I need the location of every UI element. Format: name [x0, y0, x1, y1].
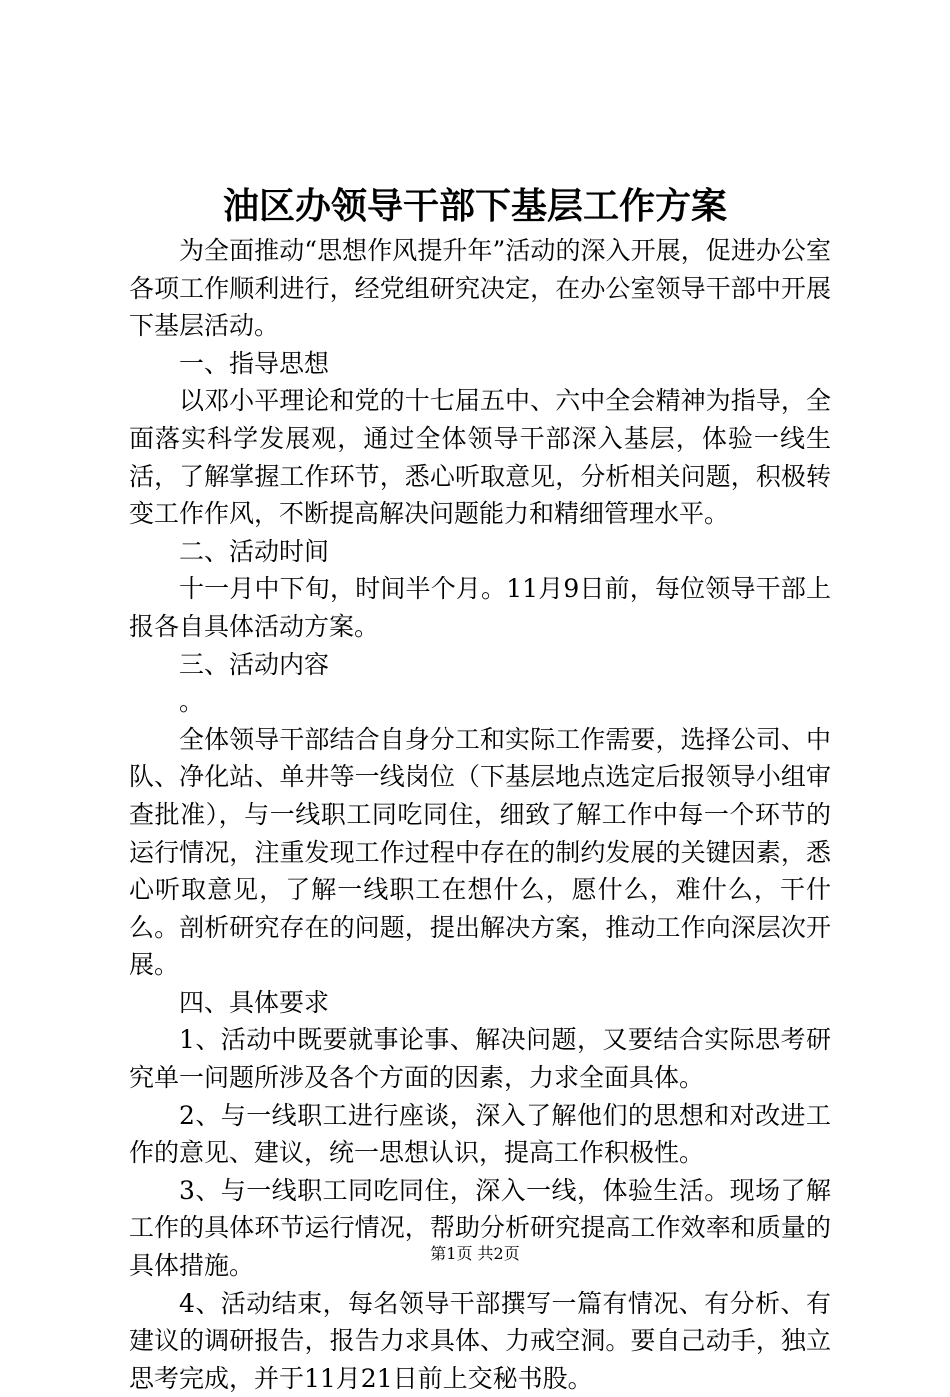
document-title: 油区办领导干部下基层工作方案 [222, 185, 727, 227]
paragraph-stray-mark: 。 [179, 687, 205, 717]
requirement-item-3: 3、与一线职工同吃同住，深入一线，体验生活。现场了解工作的具体环节运行情况，帮助分析研究提高工作效率和质量的具体措施。 [129, 1175, 831, 1281]
requirement-item-1: 1、活动中既要就事论事、解决问题，又要结合实际思考研究单一问题所涉及各个方面的因素，力求全面具体。 [129, 1025, 831, 1093]
paragraph-activity-content: 全体领导干部结合自身分工和实际工作需要，选择公司、中队、净化站、单井等一线岗位（下基层地点选定后报领导小组审查批准），与一线职工同吃同住，细致了解工作中每一个环节的运行情况，注重发现工作过程中存在的制约发展的关键因素，悉心听取意见，了解一线职工在想什么，愿什么，难什么，干什么。剖析研究存在的问题，提出解决方案，推动工作向深层次开展。 [129, 724, 831, 980]
section-heading-requirements: 四、具体要求 [179, 987, 330, 1017]
paragraph-intro: 为全面推动“思想作风提升年”活动的深入开展，促进办公室各项工作顺利进行，经党组研究决定，在办公室领导干部中开展下基层活动。 [129, 236, 831, 341]
section-heading-guiding-thought: 一、指导思想 [179, 348, 330, 378]
requirement-item-2: 2、与一线职工进行座谈，深入了解他们的思想和对改进工作的意见、建议，统一思想认识，提高工作积极性。 [129, 1100, 831, 1168]
page-footer: 第1页 共2页 [430, 1244, 520, 1263]
section-heading-activity-content: 三、活动内容 [179, 649, 330, 679]
section-heading-activity-time: 二、活动时间 [179, 536, 330, 566]
document-body [129, 232, 831, 1397]
requirement-item-4: 4、活动结束，每名领导干部撰写一篇有情况、有分析、有建议的调研报告，报告力求具体、力戒空洞。要自己动手，独立思考完成，并于11月21日前上交秘书股。 [129, 1288, 831, 1393]
paragraph-guiding-thought: 以邓小平理论和党的十七届五中、六中全会精神为指导，全面落实科学发展观，通过全体领导干部深入基层，体验一线生活，了解掌握工作环节，悉心听取意见，分析相关问题，积极转变工作作风，不断提高解决问题能力和精细管理水平。 [129, 386, 831, 529]
paragraph-activity-time: 十一月中下旬，时间半个月。11月9日前，每位领导干部上报各自具体活动方案。 [129, 574, 831, 641]
